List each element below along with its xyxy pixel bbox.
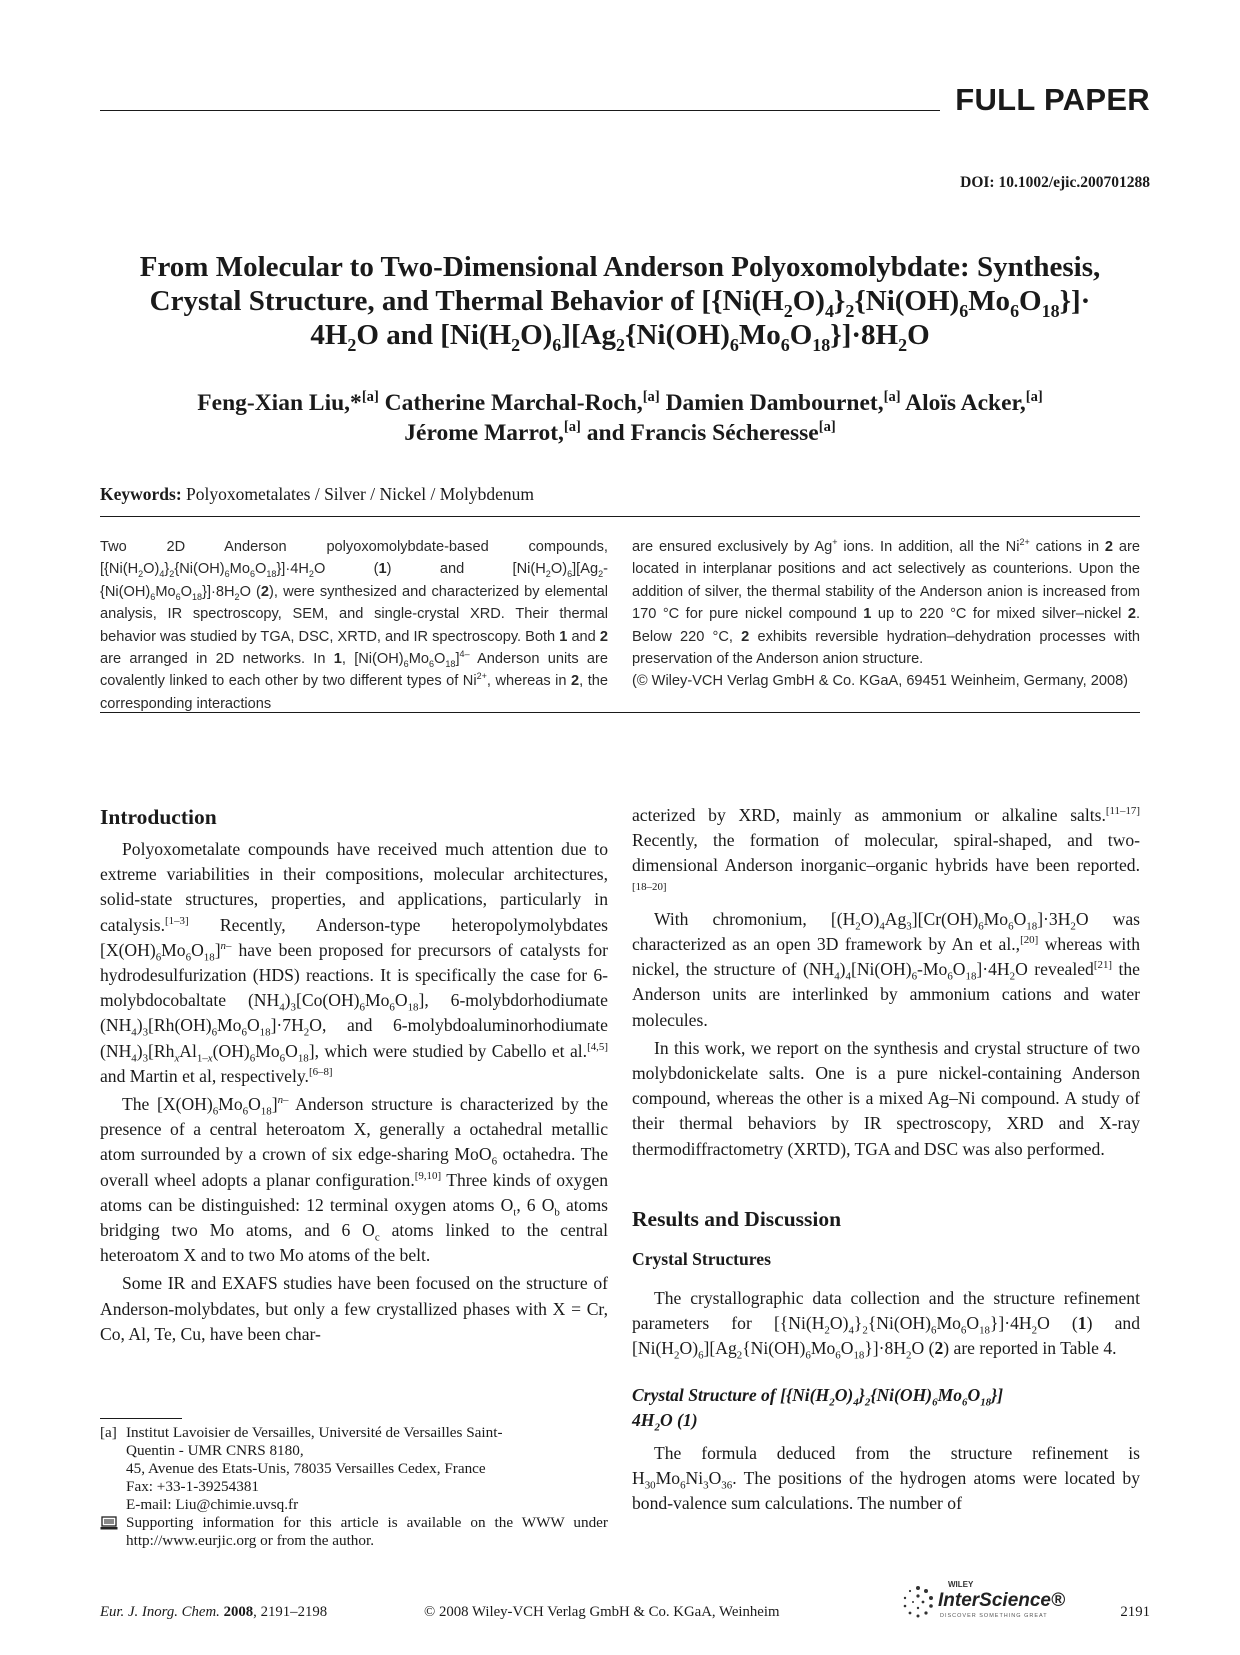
paragraph: In this work, we report on the synthesis and crystal structure of two molybdonickelate salts. One is a pure nickel-containing Anderson compound, whereas the other is a mixed Ag–Ni compound. A study of their thermal behaviors by IR spectroscopy, XRD and X-ray thermodiffractometry (XRTD), TGA and DSC was also performed. bbox=[632, 1037, 1140, 1159]
compound-1-heading: Crystal Structure of $[\{Ni(H_2O)_4\}_2\{Ni(OH)_6Mo_6O_{18}\}]$ $4H_2O$ (1) bbox=[632, 1384, 1004, 1434]
body-left-column bbox=[100, 803, 608, 1350]
doi: DOI: 10.1002/ejic.200701288 bbox=[960, 174, 1150, 191]
paragraph: The crystallographic data collection and the structure refinement parameters for $[\{Ni(H_2O)_4\}_2\{Ni(OH)_6Mo_6O_{18}\}]\cdot 4H_2O$ (1) and $[Ni(H_2O)_6][Ag_2\{Ni(OH)_6Mo_6O_{18}\}]\cdot 8H_2O$ (2) are reported in Table 4. bbox=[632, 1288, 1140, 1362]
results-heading: Results and Discussion bbox=[632, 1206, 842, 1231]
paragraph: The $[X(OH)_6Mo_6O_{18}]^{n-}$ Anderson structure is characterized by the presence of a central heteroatom X, generally a octahedral metallic atom surrounded by a crown of six edge-sharing MoO$_6$ octahedra. The overall wheel adopts a planar configuration.[9,10] Three kinds of oxygen atoms can be distinguished: 12 terminal oxygen atoms $O_t$, 6 $O_b$ atoms bridging two Mo atoms, and 6 $O_c$ atoms linked to the central heteroatom X and to two Mo atoms of the belt. bbox=[100, 1094, 609, 1266]
footnote-rule bbox=[100, 1418, 182, 1419]
paragraph: acterized by XRD, mainly as ammonium or alkaline salts.[11–17] Recently, the formation of molecular, spiral-shaped, and two-dimensional Anderson inorganic–organic hybrids have been reported.[18–20] bbox=[632, 805, 1140, 893]
journal-name: Eur. J. Inorg. Chem. bbox=[100, 1604, 220, 1620]
author-list: Feng-Xian Liu,*[a] Catherine Marchal-Roch,[a] Damien Dambournet,[a] Aloïs Acker,[a] Jérome Marrot,[a] and Francis Sécheresse[a] bbox=[197, 389, 1043, 446]
introduction-heading: Introduction bbox=[100, 805, 217, 829]
affiliation-line: Quentin - UMR CNRS 8180, bbox=[126, 1442, 304, 1459]
page-number: 2191 bbox=[1120, 1604, 1150, 1620]
affiliation-line: E-mail: Liu@chimie.uvsq.fr bbox=[126, 1496, 299, 1513]
affiliation-line: 45, Avenue des Etats-Unis, 78035 Versailles Cedex, France bbox=[126, 1460, 486, 1477]
logo-publisher: WILEY bbox=[948, 1580, 974, 1589]
paragraph: The formula deduced from the structure refinement is $H_{30}Mo_6Ni_3O_{36}$. The positions of the hydrogen atoms were located by bond-valence sum calculations. The number of bbox=[632, 1442, 1140, 1514]
abstract-right-column: are ensured exclusively by Ag+ ions. In addition, all the $Ni^{2+}$ cations in 2 are located in interplanar positions and act selectively as counterions. Upon the addition of silver, the thermal stability of the Anderson anion is increased from 170 °C for pure nickel compound 1 up to 220 °C for mixed silver–nickel 2. Below 220 °C, 2 exhibits reversible hydration–dehydration processes with preservation of the Anderson anion structure. (© Wiley-VCH Verlag GmbH & Co. KGaA, 69451 Weinheim, Germany, 2008) bbox=[632, 537, 1140, 690]
footnotes bbox=[100, 1424, 608, 1550]
supporting-info-footnote bbox=[100, 1514, 608, 1550]
journal-pages: , 2191–2198 bbox=[253, 1604, 328, 1620]
computer-icon bbox=[100, 1516, 118, 1530]
abstract-top-rule bbox=[100, 516, 1140, 517]
affiliation-line: Fax: +33-1-39254381 bbox=[126, 1478, 260, 1495]
paragraph: Some IR and EXAFS studies have been focused on the structure of Anderson-molybdates, but only a few crystallized phases with X = Cr, Co, Al, Te, Cu, have been char- bbox=[100, 1273, 608, 1344]
logo-tagline: DISCOVER SOMETHING GREAT bbox=[940, 1613, 1048, 1619]
paragraph: With chromonium, $[(H_2O)_4Ag_3][Cr(OH)_6Mo_6O_{18}]\cdot 3H_2O$ was characterized as an open 3D framework by An et al.,[20] whereas with nickel, the structure of $(NH_4)_4[Ni(OH)_6-Mo_6O_{18}]\cdot 4H_2O$ revealed[21] the Anderson units are interlinked by ammonium cations and water molecules. bbox=[632, 908, 1141, 1030]
header-rule bbox=[100, 110, 940, 111]
abstract-left-column: Two 2D Anderson polyoxomolybdate-based compounds, $[\{Ni(H_2O)_4\}_2\{Ni(OH)_6Mo_6O_{18}\}]\cdot 4H_2O$ (1) and $[Ni(H_2O)_6][Ag_2-\{Ni(OH)_6Mo_6O_{18}\}]\cdot 8H_2O$ (2), were synthesized and characterized by elemental analysis, IR spectroscopy, SEM, and single-crystal XRD. Their thermal behavior was studied by TGA, DSC, XRTD, and IR spectroscopy. Both 1 and 2 are arranged in 2D networks. In 1, $[Ni(OH)_6Mo_6O_{18}]^{4-}$ Anderson units are covalently linked to each other by two different types of $Ni^{2+}$, whereas in 2, the corresponding interactions bbox=[100, 539, 608, 712]
affiliation-footnote bbox=[100, 1424, 608, 1514]
abstract-bottom-rule bbox=[100, 712, 1140, 713]
keywords-label: Keywords: bbox=[100, 484, 182, 504]
supporting-info-text: Supporting information for this article is available on the WWW under http://www.eurjic.org or from the author. bbox=[126, 1514, 608, 1549]
keywords bbox=[100, 484, 534, 505]
interscience-logo bbox=[900, 1580, 1070, 1624]
paragraph: Polyoxometalate compounds have received much attention due to extreme variabilities in their compositions, molecular architectures, solid-state structures, properties, and applications, particularly in catalysis.[1–3] Recently, Anderson-type heteropolymolybdates $[X(OH)_6Mo_6O_{18}]^{n-}$ have been proposed for precursors of catalysts for hydrodesulfurization (HDS) reactions. It is specifically the case for 6-molybdocobaltate $(NH_4)_3[Co(OH)_6Mo_6O_{18}]$, 6-molybdorhodiumate $(NH_4)_3[Rh(OH)_6Mo_6O_{18}]\cdot 7H_2O$, and 6-molybdoaluminorhodiumate $(NH_4)_3[Rh_xAl_{1-x}(OH)_6Mo_6O_{18}]$, which were studied by Cabello et al.[4,5] and Martin et al, respectively.[6–8] bbox=[100, 839, 608, 1086]
affiliation-line: Institut Lavoisier de Versailles, Université de Versailles Saint- bbox=[126, 1424, 503, 1441]
copyright: © 2008 Wiley-VCH Verlag GmbH & Co. KGaA, Weinheim bbox=[424, 1604, 780, 1620]
crystal-structures-heading: Crystal Structures bbox=[632, 1248, 771, 1269]
body-right-column bbox=[632, 803, 1140, 1519]
affiliation-mark: [a] bbox=[100, 1424, 117, 1441]
keywords-text: Polyoxometalates / Silver / Nickel / Molybdenum bbox=[186, 484, 535, 504]
globe-dots-icon bbox=[900, 1584, 936, 1620]
article-title: From Molecular to Two-Dimensional Anderson Polyoxomolybdate: Synthesis, Crystal Structure, and Thermal Behavior of $[\{Ni(H_2O)_4\}_2\{Ni(OH)_6Mo_6O_{18}\}]\cdot$ $4H_2O$ and $[Ni(H_2O)_6][Ag_2\{Ni(OH)_6Mo_6O_{18}\}]\cdot 8H_2O$ bbox=[139, 251, 1101, 355]
journal-citation bbox=[100, 1604, 327, 1621]
article-type-label: FULL PAPER bbox=[955, 82, 1150, 117]
logo-wordmark: InterScience® bbox=[938, 1590, 1065, 1611]
journal-year: 2008 bbox=[223, 1604, 254, 1620]
